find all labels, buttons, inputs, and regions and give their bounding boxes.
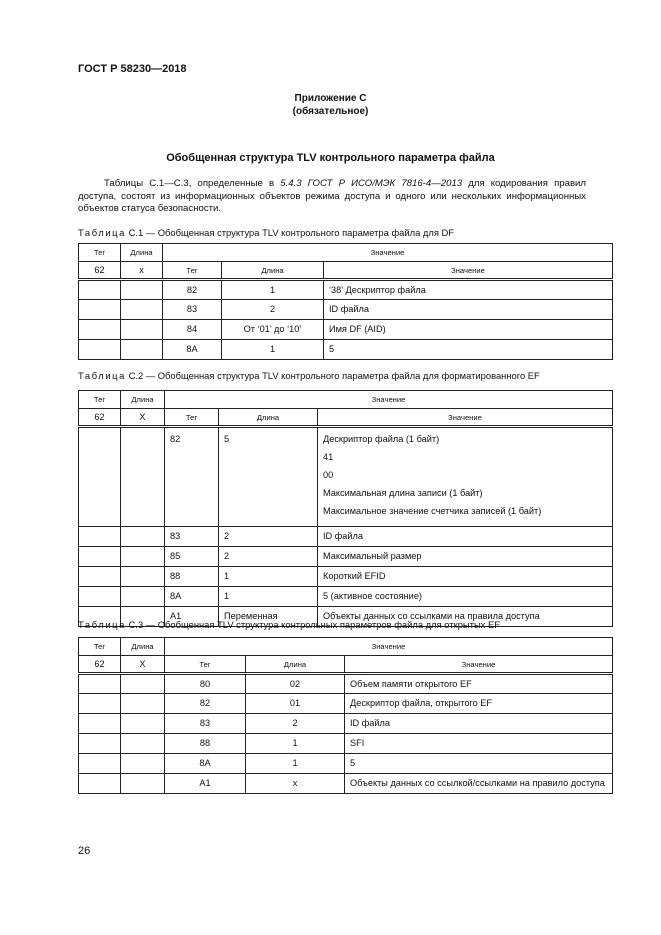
outer-header-value: Значение	[163, 244, 613, 262]
table-row	[79, 280, 613, 300]
table-caption	[78, 370, 540, 381]
outer-tag-cell: 62	[79, 656, 121, 674]
outer-header-length: Длина	[121, 391, 165, 409]
row-value: Объекты данных со ссылками на правила доступа	[323, 611, 540, 621]
table-row	[79, 300, 613, 320]
row-value-line: 41	[323, 452, 334, 462]
table-row	[79, 567, 613, 587]
inner-header-value: Значение	[324, 262, 613, 280]
row-value: Объекты данных со ссылкой/ссылками на правило доступа	[350, 778, 605, 788]
inner-header-tag: Тег	[165, 409, 219, 427]
row-value: Объем памяти открытого EF	[350, 679, 472, 689]
row-length: 1	[269, 285, 276, 295]
table-caption-number: С.1	[128, 227, 144, 238]
table-row	[79, 674, 613, 694]
inner-header-length: Длина	[246, 656, 345, 674]
row-value: ID файла	[350, 718, 391, 728]
row-length: 2	[224, 551, 230, 561]
row-tag: A1	[170, 611, 182, 621]
table-c1	[78, 243, 613, 360]
inner-header-value: Значение	[318, 409, 613, 427]
annex-title: Приложение С	[294, 93, 367, 104]
row-value: 5 (активное состояние)	[323, 591, 422, 601]
table-caption-label: Таблица	[78, 227, 126, 238]
table-caption-label: Таблица	[78, 370, 126, 381]
row-tag: 80	[199, 679, 211, 689]
outer-header-length: Длина	[121, 244, 163, 262]
inner-header-length: Длина	[219, 409, 318, 427]
table-caption-number: С.3	[128, 619, 144, 630]
inner-header-tag: Тег	[165, 656, 246, 674]
row-tag: 8A	[186, 344, 198, 354]
row-length: 1	[292, 758, 298, 768]
row-value-line: Дескриптор файла (1 байт)	[323, 434, 440, 444]
row-tag: 83	[186, 304, 198, 314]
row-length: 1	[269, 344, 276, 354]
table-row	[79, 527, 613, 547]
table-row	[79, 340, 613, 360]
row-tag: 88	[170, 571, 181, 581]
table-caption-text: — Обобщенная структура TLV контрольного параметра файла для форматированного EF	[143, 370, 540, 381]
table-caption-number: С.2	[128, 370, 144, 381]
intro-paragraph	[78, 178, 586, 216]
row-length: 2	[269, 304, 276, 314]
row-length: 1	[224, 571, 230, 581]
table-row	[79, 587, 613, 607]
outer-length-cell: X	[121, 656, 165, 674]
table-caption	[78, 227, 454, 238]
table-caption-text: — Обобщенная структура TLV контрольного параметра файла для DF	[143, 227, 455, 238]
row-length: 5	[224, 434, 230, 444]
table-row	[79, 427, 613, 527]
table-caption	[78, 619, 500, 630]
row-length: Переменная	[224, 611, 278, 621]
row-tag: 83	[170, 531, 181, 541]
table-row	[79, 754, 613, 774]
row-tag: 82	[186, 285, 198, 295]
row-tag: 8A	[170, 591, 182, 601]
row-tag: 82	[170, 434, 181, 444]
page-number: 26	[78, 845, 91, 857]
outer-header-tag: Тег	[79, 638, 121, 656]
row-value: Дескриптор файла, открытого EF	[350, 698, 493, 708]
table-row	[79, 547, 613, 567]
table-row	[79, 734, 613, 754]
row-length: 1	[224, 591, 230, 601]
row-value: ID файла	[323, 531, 364, 541]
table-caption-text: — Обобщенная TLV структура контрольных параметров файла для открытых EF	[143, 619, 500, 630]
row-length: 01	[289, 698, 301, 708]
table-row	[79, 694, 613, 714]
row-value: Максимальный размер	[323, 551, 422, 561]
row-tag: 84	[186, 324, 198, 334]
document-header: ГОСТ Р 58230—2018	[78, 63, 187, 75]
inner-header-tag: Тег	[163, 262, 222, 280]
row-tag: 88	[199, 738, 211, 748]
outer-tag-cell: 62	[79, 409, 121, 427]
inner-header-length: Длина	[222, 262, 324, 280]
row-value: SFI	[350, 738, 365, 748]
row-length: 1	[292, 738, 298, 748]
row-value: ‘38’ Дескриптор файла	[329, 285, 426, 295]
row-tag: A1	[199, 778, 211, 788]
row-length: 2	[292, 718, 298, 728]
table-c3	[78, 637, 613, 794]
row-value-line: Максимальная длина записи (1 байт)	[323, 488, 483, 498]
outer-length-cell: x	[121, 262, 163, 280]
row-tag: 83	[199, 718, 211, 728]
row-length: От ‘01’ до ‘10’	[243, 324, 302, 334]
row-tag: 85	[170, 551, 181, 561]
outer-header-value: Значение	[165, 391, 613, 409]
table-caption-label: Таблица	[78, 619, 126, 630]
outer-header-tag: Тег	[79, 244, 121, 262]
intro-text-before: Таблицы С.1—С.3, определенные в	[104, 178, 281, 189]
row-value: Короткий EFID	[323, 571, 386, 581]
outer-length-cell: X	[121, 409, 165, 427]
inner-header-value: Значение	[345, 656, 613, 674]
row-value: ID файла	[329, 304, 370, 314]
outer-header-length: Длина	[121, 638, 165, 656]
intro-text-after: для кодирования правил доступа, состоят из информационных объектов режима доступа и одного или нескольких информационных объектов статуса безопасности.	[78, 178, 587, 215]
annex-status: (обязательное)	[292, 106, 369, 117]
outer-header-value: Значение	[165, 638, 613, 656]
row-tag: 82	[199, 698, 211, 708]
row-value-line: 00	[323, 470, 334, 480]
row-value: Имя DF (AID)	[329, 324, 386, 334]
intro-reference: 5.4.3 ГОСТ Р ИСО/МЭК 7816-4—2013	[280, 178, 463, 189]
row-value: 5	[350, 758, 356, 768]
table-c2	[78, 390, 613, 627]
outer-header-tag: Тег	[79, 391, 121, 409]
row-value-line: Максимальное значение счетчика записей (1 байт)	[323, 506, 542, 516]
outer-tag-cell: 62	[79, 262, 121, 280]
table-row	[79, 714, 613, 734]
table-row	[79, 774, 613, 794]
row-value: 5	[329, 344, 335, 354]
row-length: 2	[224, 531, 230, 541]
table-row	[79, 320, 613, 340]
row-length: x	[292, 778, 298, 788]
row-tag: 8A	[199, 758, 211, 768]
section-title: Обобщенная структура TLV контрольного параметра файла	[166, 152, 495, 164]
row-length: 02	[289, 679, 301, 689]
